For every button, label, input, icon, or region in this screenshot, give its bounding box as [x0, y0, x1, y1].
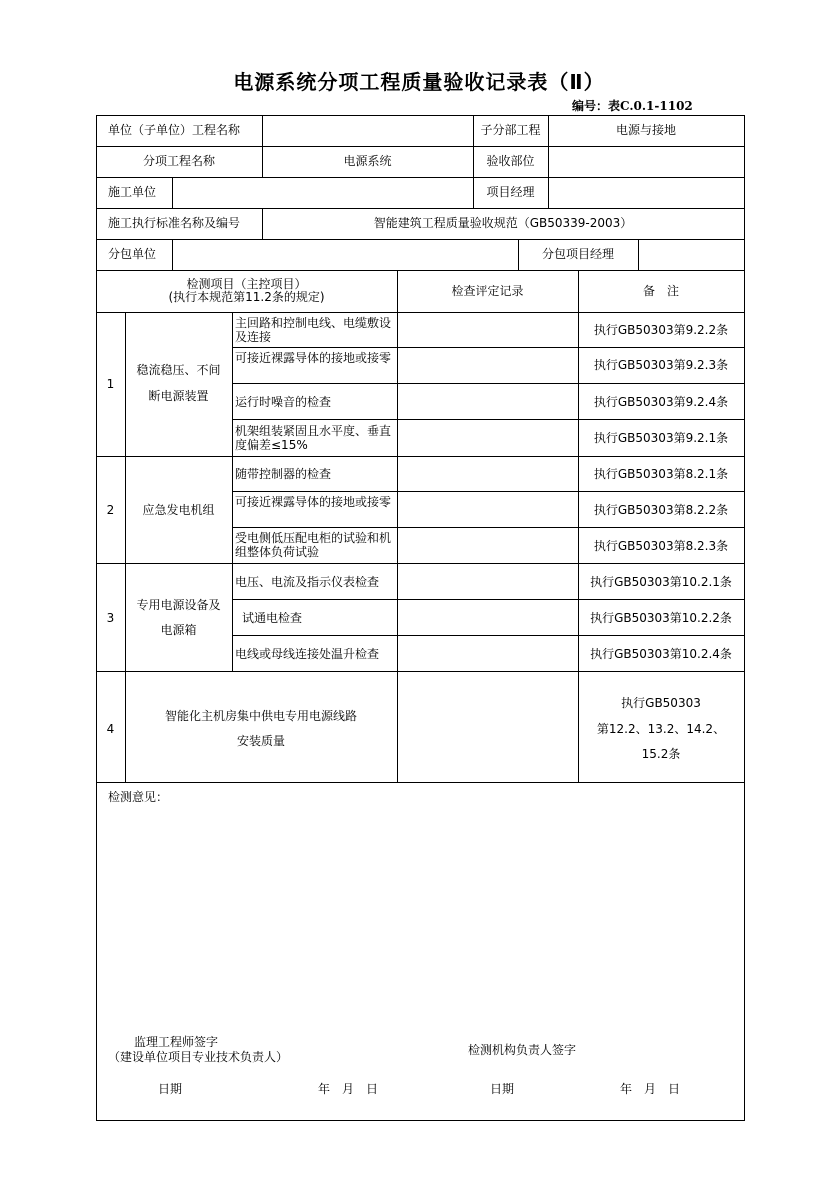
- check-item: 可接近裸露导体的接地或接零: [235, 351, 392, 365]
- unit-name-label: 单位（子单位）工程名称: [108, 123, 241, 137]
- row-divider: [96, 270, 745, 271]
- table-right-border: [744, 115, 745, 1120]
- subcontract-pm-label: 分包项目经理: [541, 247, 614, 261]
- check-item: 受电侧低压配电柜的试验和机组整体负荷试验: [235, 531, 392, 559]
- row-divider: [96, 177, 745, 178]
- sub-division-label: 子分部工程: [480, 123, 541, 137]
- subcontract-unit-label: 分包单位: [108, 247, 157, 261]
- row-divider: [232, 599, 745, 600]
- check-item: 随带控制器的检查: [235, 467, 332, 481]
- check-remark-line1: 执行GB50303: [621, 696, 701, 710]
- row-divider: [96, 563, 745, 564]
- row-divider: [96, 671, 745, 672]
- group-name-line1: 专用电源设备及: [136, 598, 221, 612]
- supervisor-sign-note: （建设单位项目专业技术负责人）: [108, 1050, 289, 1064]
- group-number: 2: [106, 503, 115, 517]
- col-divider: [638, 239, 639, 270]
- group-name-line2: 电源箱: [160, 623, 197, 637]
- table-top-border: [96, 115, 745, 116]
- col-divider: [172, 239, 173, 270]
- check-item: 主回路和控制电线、电缆敷设及连接: [235, 316, 392, 344]
- standard-label: 施工执行标准名称及编号: [108, 216, 241, 230]
- items-header-line2: (执行本规范第11.2条的规定): [168, 290, 325, 304]
- inspector-sign-label: 检测机构负责人签字: [468, 1043, 577, 1057]
- group-number: 1: [106, 377, 115, 391]
- row-divider: [96, 146, 745, 147]
- row-divider: [232, 491, 745, 492]
- col-divider: [548, 177, 549, 208]
- project-manager-label: 项目经理: [486, 185, 535, 199]
- group-number: 3: [106, 611, 115, 625]
- check-item: 电线或母线连接处温升检查: [235, 647, 380, 661]
- group-name-line1: 应急发电机组: [142, 503, 215, 517]
- construction-unit-label: 施工单位: [108, 185, 157, 199]
- check-remark: 执行GB50303第9.2.1条: [593, 431, 729, 445]
- acceptance-part-label: 验收部位: [486, 154, 535, 168]
- row-divider: [232, 383, 745, 384]
- row-divider: [96, 782, 745, 783]
- col-divider: [397, 270, 398, 782]
- check-item: 运行时噪音的检查: [235, 395, 332, 409]
- row-divider: [96, 239, 745, 240]
- check-item: 机架组装紧固且水平度、垂直度偏差≤15%: [235, 424, 392, 452]
- row-divider: [96, 312, 745, 313]
- row-divider: [232, 347, 745, 348]
- item-name-label: 分项工程名称: [142, 154, 215, 168]
- check-remark: 执行GB50303第10.2.4条: [590, 647, 732, 661]
- row-divider: [232, 635, 745, 636]
- table-bottom-border: [96, 1120, 745, 1121]
- group-name-line2: 断电源装置: [148, 389, 209, 403]
- group-name-line2: 安装质量: [236, 734, 285, 748]
- col-divider: [232, 312, 233, 671]
- check-item: 电压、电流及指示仪表检查: [235, 575, 380, 589]
- row-divider: [96, 208, 745, 209]
- inspector-date-value: 年 月 日: [620, 1082, 681, 1096]
- check-remark: 执行GB50303第8.2.1条: [593, 467, 729, 481]
- check-remark: 执行GB50303第8.2.2条: [593, 503, 729, 517]
- check-remark: 执行GB50303第8.2.3条: [593, 539, 729, 553]
- row-divider: [96, 456, 745, 457]
- form-title: 电源系统分项工程质量验收记录表（Ⅱ）: [233, 70, 605, 94]
- item-name-value[interactable]: 电源系统: [343, 154, 392, 168]
- check-remark-line2: 第12.2、13.2、14.2、: [596, 722, 726, 736]
- col-divider: [548, 146, 549, 177]
- group-name-line1: 智能化主机房集中供电专用电源线路: [164, 709, 357, 723]
- group-name-line1: 稳流稳压、不间: [136, 363, 221, 377]
- supervisor-date-label: 日期: [158, 1082, 183, 1096]
- remark-header: 备 注: [642, 284, 679, 298]
- check-remark-line3: 15.2条: [641, 747, 681, 761]
- form-code: 编号：表C.0.1-1102: [572, 99, 693, 113]
- inspector-date-label: 日期: [490, 1082, 515, 1096]
- check-remark: 执行GB50303第9.2.3条: [593, 358, 729, 372]
- supervisor-sign-label: 监理工程师签字: [134, 1035, 219, 1049]
- check-remark: 执行GB50303第9.2.4条: [593, 395, 729, 409]
- check-remark: 执行GB50303第10.2.2条: [590, 611, 732, 625]
- check-item: 试通电检查: [242, 611, 303, 625]
- standard-value[interactable]: 智能建筑工程质量验收规范（GB50339-2003）: [373, 216, 633, 230]
- check-remark: 执行GB50303第10.2.1条: [590, 575, 732, 589]
- sub-division-value[interactable]: 电源与接地: [615, 123, 676, 137]
- row-divider: [232, 419, 745, 420]
- col-divider: [172, 177, 173, 208]
- supervisor-date-value: 年 月 日: [318, 1082, 379, 1096]
- check-remark: 执行GB50303第9.2.2条: [593, 323, 729, 337]
- col-divider: [262, 115, 263, 146]
- row-divider: [232, 527, 745, 528]
- items-header-line1: 检测项目（主控项目）: [186, 277, 307, 291]
- group-number: 4: [106, 722, 115, 736]
- record-header: 检查评定记录: [451, 284, 524, 298]
- check-item: 可接近裸露导体的接地或接零: [235, 495, 392, 509]
- opinion-label: 检测意见：: [108, 790, 169, 804]
